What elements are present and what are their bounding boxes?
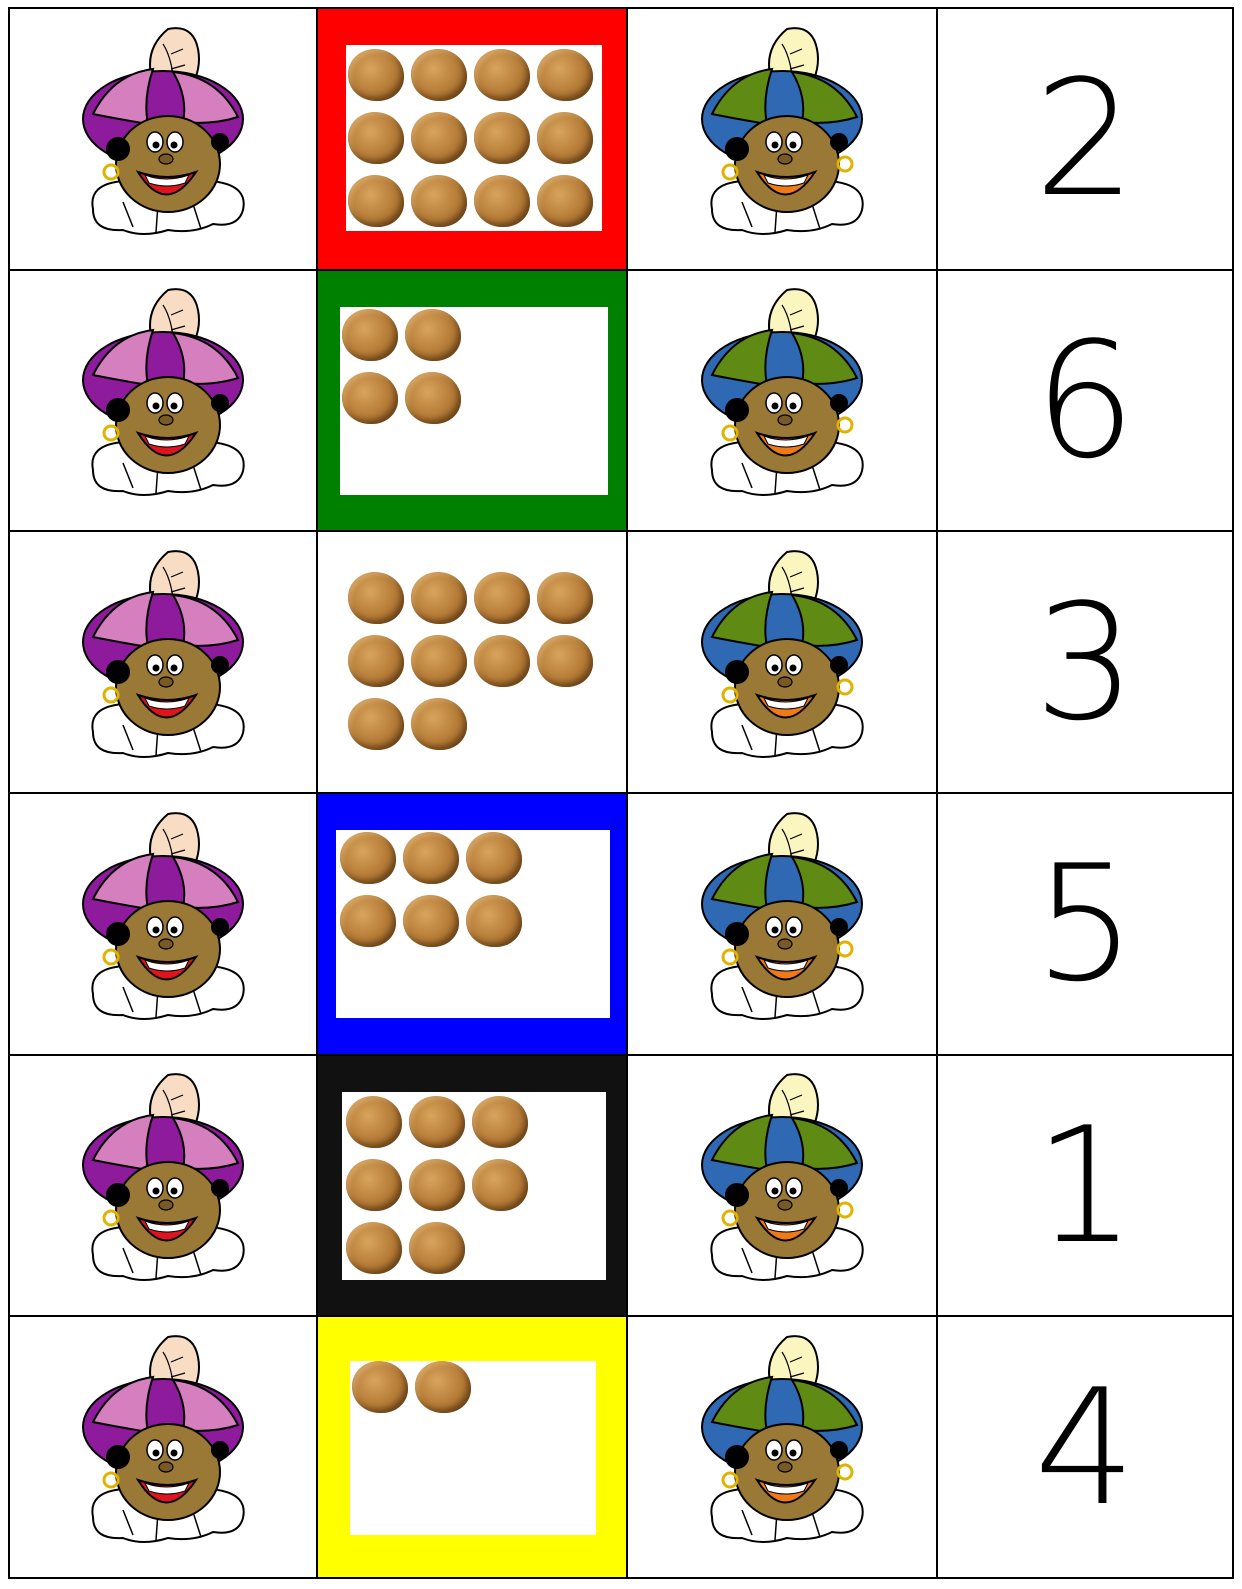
pepernoot-cookie-icon	[409, 1159, 465, 1211]
row-2-number-card	[938, 271, 1234, 533]
pepernoot-cookie-icon	[348, 112, 404, 164]
row-4-left-figure	[8, 794, 318, 1056]
pepernoot-cookie-icon	[474, 635, 530, 687]
row-3-cookie-card	[318, 532, 628, 794]
pepernoot-cookie-icon	[472, 1096, 528, 1148]
row-6-right-figure	[628, 1317, 938, 1579]
cookie-card-frame	[318, 271, 626, 531]
number-label: 5	[1034, 830, 1136, 1018]
number-label: 4	[1034, 1353, 1136, 1541]
pepernoot-cookie-icon	[411, 572, 467, 624]
cookie-card-frame	[318, 1317, 626, 1577]
pepernoot-cookie-icon	[405, 372, 461, 424]
pepernoot-cookie-icon	[411, 49, 467, 101]
cookie-group	[340, 832, 528, 957]
pepernoot-cookie-icon	[409, 1222, 465, 1274]
pepernoot-cookie-icon	[346, 1096, 402, 1148]
row-1-left-figure	[8, 9, 318, 271]
row-1-right-figure	[628, 9, 938, 271]
number-label: 2	[1034, 45, 1136, 233]
pepernoot-cookie-icon	[466, 895, 522, 947]
row-2-cookie-card	[318, 271, 628, 533]
pepernoot-cookie-icon	[342, 309, 398, 361]
pepernoot-cookie-icon	[537, 572, 593, 624]
row-5-number-card	[938, 1056, 1234, 1318]
pepernoot-cookie-icon	[474, 112, 530, 164]
pepernoot-cookie-icon	[537, 175, 593, 227]
cookie-group	[346, 1096, 534, 1284]
row-4-number-card	[938, 794, 1234, 1056]
row-5-cookie-card	[318, 1056, 628, 1318]
row-6-number-card	[938, 1317, 1234, 1579]
number-label: 1	[1034, 1091, 1136, 1279]
row-2-left-figure	[8, 271, 318, 533]
cookie-group	[348, 49, 599, 237]
cookie-card-frame	[318, 9, 626, 269]
row-4-cookie-card	[318, 794, 628, 1056]
cookie-card-frame	[318, 1056, 626, 1316]
cookie-group	[348, 572, 599, 760]
cookie-card-frame	[318, 794, 626, 1054]
row-6-cookie-card	[318, 1317, 628, 1579]
pepernoot-cookie-icon	[537, 635, 593, 687]
pepernoot-cookie-icon	[346, 1159, 402, 1211]
pepernoot-cookie-icon	[474, 572, 530, 624]
row-5-left-figure	[8, 1056, 318, 1318]
row-2-right-figure	[628, 271, 938, 533]
pepernoot-cookie-icon	[348, 635, 404, 687]
bingo-card-grid	[8, 7, 1234, 1589]
pepernoot-cookie-icon	[409, 1096, 465, 1148]
pepernoot-cookie-icon	[411, 175, 467, 227]
pepernoot-cookie-icon	[340, 895, 396, 947]
pepernoot-cookie-icon	[537, 49, 593, 101]
cookie-card-frame	[318, 532, 626, 792]
pepernoot-cookie-icon	[340, 832, 396, 884]
pepernoot-cookie-icon	[348, 698, 404, 750]
pepernoot-cookie-icon	[411, 635, 467, 687]
row-5-right-figure	[628, 1056, 938, 1318]
pepernoot-cookie-icon	[466, 832, 522, 884]
row-6-left-figure	[8, 1317, 318, 1579]
row-3-right-figure	[628, 532, 938, 794]
pepernoot-cookie-icon	[342, 372, 398, 424]
pepernoot-cookie-icon	[411, 698, 467, 750]
pepernoot-cookie-icon	[348, 49, 404, 101]
pepernoot-cookie-icon	[346, 1222, 402, 1274]
row-3-left-figure	[8, 532, 318, 794]
number-label: 6	[1034, 306, 1136, 494]
pepernoot-cookie-icon	[403, 895, 459, 947]
pepernoot-cookie-icon	[348, 572, 404, 624]
pepernoot-cookie-icon	[405, 309, 461, 361]
cookie-group	[342, 309, 467, 434]
number-label: 3	[1034, 568, 1136, 756]
row-1-number-card	[938, 9, 1234, 271]
pepernoot-cookie-icon	[415, 1361, 471, 1413]
pepernoot-cookie-icon	[537, 112, 593, 164]
pepernoot-cookie-icon	[403, 832, 459, 884]
pepernoot-cookie-icon	[474, 175, 530, 227]
pepernoot-cookie-icon	[352, 1361, 408, 1413]
pepernoot-cookie-icon	[348, 175, 404, 227]
cookie-group	[352, 1361, 477, 1423]
row-3-number-card	[938, 532, 1234, 794]
pepernoot-cookie-icon	[472, 1159, 528, 1211]
pepernoot-cookie-icon	[474, 49, 530, 101]
row-1-cookie-card	[318, 9, 628, 271]
row-4-right-figure	[628, 794, 938, 1056]
pepernoot-cookie-icon	[411, 112, 467, 164]
